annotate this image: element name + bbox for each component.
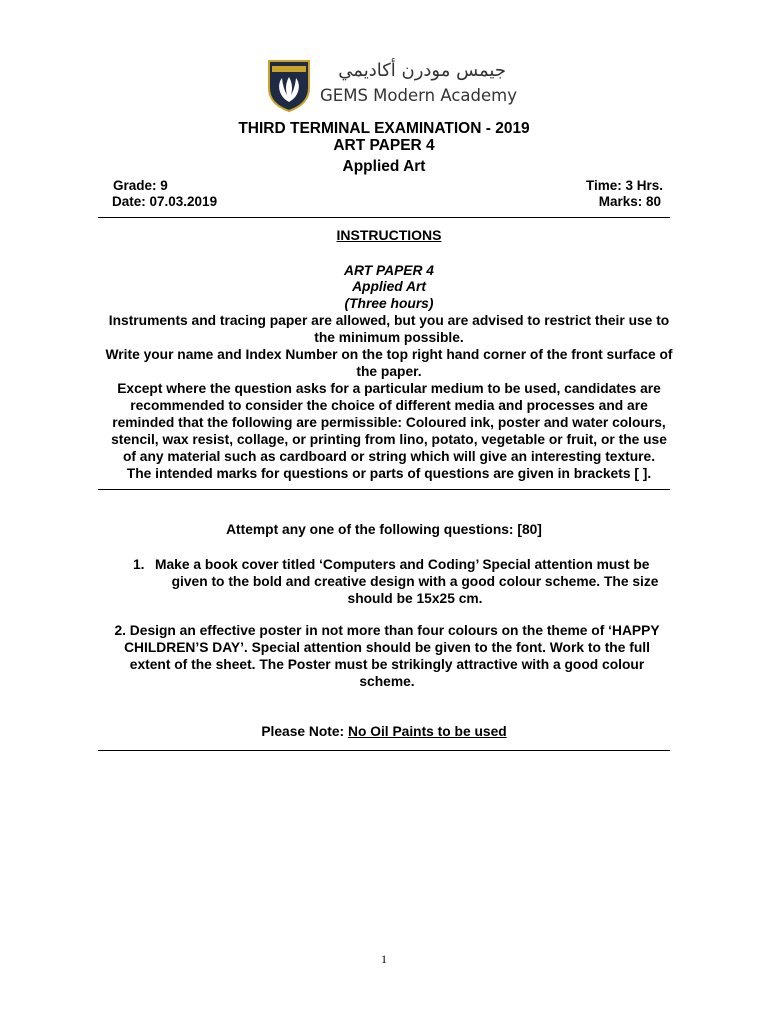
note-label: Please Note: [261,724,348,739]
question-1-line: Make a book cover titled ‘Computers and Coding’ Special attention must be [155,557,650,572]
marks-label: Marks: 80 [598,194,661,209]
instructions-paper: ART PAPER 4 [344,263,434,278]
exam-title: THIRD TERMINAL EXAMINATION - 2019 [238,120,530,137]
logo-english-text: GEMS Modern Academy [320,86,517,105]
logo-arabic-text: جيمس مودرن أكاديمي [338,60,506,81]
paper-title: ART PAPER 4 [333,137,435,154]
grade-label: Grade: 9 [113,178,168,193]
question-1-number: 1. [133,557,145,572]
instruction-line: the paper. [356,364,422,379]
instruction-line: the minimum possible. [314,330,464,345]
subject-title: Applied Art [342,158,426,175]
instruction-line: recommended to consider the choice of different media and processes and are [130,398,648,413]
instructions-body [94,312,684,482]
instruction-line: of any material such as cardboard or string which will give an interesting texture. [122,449,656,464]
time-label: Time: 3 Hrs. [585,178,663,193]
please-note [0,724,768,739]
question-2-line: 2. Design an effective poster in not more than four colours on the theme of ‘HAPPY [114,623,660,638]
divider-middle [98,489,670,490]
instructions-duration: (Three hours) [344,296,434,311]
shield-icon [266,58,312,112]
instruction-line: stencil, wax resist, collage, or printing from lino, potato, vegetable or fruit, or the use [111,432,667,447]
school-logo [266,58,516,114]
instruction-line: Instruments and tracing paper are allowed, but you are advised to restrict their use to [108,313,670,328]
question-2-line: scheme. [359,674,415,689]
question-1-text [155,556,675,607]
divider-top [98,217,670,218]
instruction-line: The intended marks for questions or parts of questions are given in brackets [ ]. [126,466,652,481]
instructions-subject: Applied Art [352,279,426,294]
question-2-line: CHILDREN’S DAY’. Special attention should be given to the font. Work to the full [124,640,650,655]
instruction-line: reminded that the following are permissible: Coloured ink, poster and water colours, [112,415,666,430]
question-1-line: given to the bold and creative design with a good colour scheme. The size [171,574,659,589]
divider-bottom [98,750,670,751]
question-2 [96,622,678,690]
instructions-heading: INSTRUCTIONS [336,227,442,243]
instruction-line: Except where the question asks for a particular medium to be used, candidates are [117,381,661,396]
question-2-line: extent of the sheet. The Poster must be strikingly attractive with a good colour [129,657,645,672]
date-label: Date: 07.03.2019 [112,194,218,209]
page-number: 1 [381,952,387,966]
instruction-line: Write your name and Index Number on the top right hand corner of the front surface of [105,347,673,362]
question-1-line: should be 15x25 cm. [347,591,483,606]
attempt-instruction: Attempt any one of the following questions: [80] [226,522,542,537]
note-text: No Oil Paints to be used [347,724,507,739]
